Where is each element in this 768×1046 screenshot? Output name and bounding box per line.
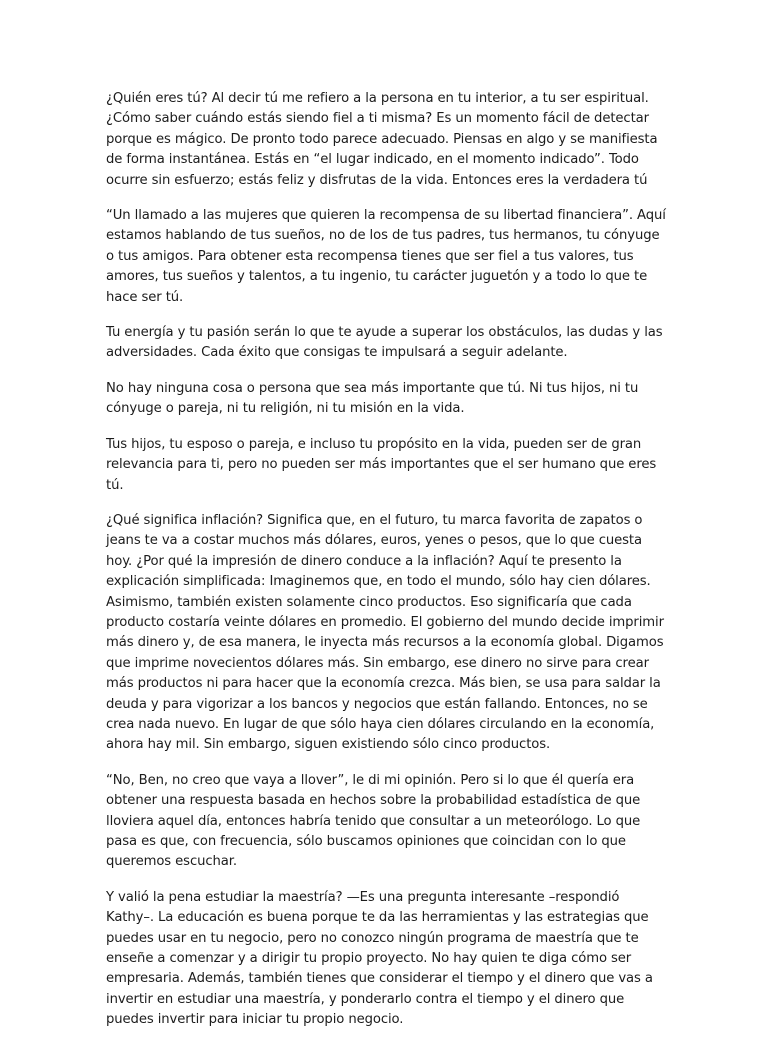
paragraph-2: “Un llamado a las mujeres que quieren la recompensa de su libertad financiera”. Aquí estamos hablando de tus sueños, no de los de tus padres, tus hermanos, tu cónyuge o tus amigos. Para obtener esta recompensa tienes que ser fiel a tus valores, tus amores, tus sueños y talentos, a tu ingenio, tu carácter juguetón y a todo lo que te hace ser tú.: [106, 208, 666, 305]
paragraph-6: ¿Qué significa inflación? Significa que, en el futuro, tu marca favorita de zapatos o jeans te va a costar muchos más dólares, euros, yenes o pesos, que lo que cuesta hoy. ¿Por qué la impresión de dinero conduce a la inflación? Aquí te presento la explicación simplificada: Imaginemos que, en todo el mundo, sólo hay cien dólares. Asimismo, también existen solamente cinco productos. Eso significaría que cada producto costaría veinte dólares en promedio. El gobierno del mundo decide imprimir más dinero y, de esa manera, le inyecta más recursos a la economía global. Digamos que imprime novecientos dólares más. Sin embargo, ese dinero no sirve para crear más productos ni para hacer que la economía crezca. Más bien, se usa para saldar la deuda y para vigorizar a los bancos y negocios que están fallando. Entonces, no se crea nada nuevo. En lugar de que sólo haya cien dólares circulando en la economía, ahora hay mil. Sin embargo, siguen existiendo sólo cinco productos.: [106, 512, 664, 753]
paragraph-5: Tus hijos, tu esposo o pareja, e incluso tu propósito en la vida, pueden ser de gran relevancia para ti, pero no pueden ser más importantes que el ser humano que eres tú.: [106, 436, 657, 493]
paragraph-3: Tu energía y tu pasión serán lo que te ayude a superar los obstáculos, las dudas y las adversidades. Cada éxito que consigas te impulsará a seguir adelante.: [106, 325, 663, 361]
paragraph-4: No hay ninguna cosa o persona que sea más importante que tú. Ni tus hijos, ni tu cónyuge o pareja, ni tu religión, ni tu misión en la vida.: [106, 380, 639, 417]
paragraph-7: “No, Ben, no creo que vaya a llover”, le di mi opinión. Pero si lo que él quería era obtener una respuesta basada en hechos sobre la probabilidad estadística de que lloviera aquel día, entonces habría tenido que consultar a un meteorólogo. Lo que pasa es que, con frecuencia, sólo buscamos opiniones que coincidan con lo que queremos escuchar.: [106, 772, 641, 870]
paragraph-8: Y valió la pena estudiar la maestría? —Es una pregunta interesante –respondió Kathy–. La educación es buena porque te da las herramientas y las estrategias que puedes usar en tu negocio, pero no conozco ningún programa de maestría que te enseñe a comenzar y a dirigir tu propio proyecto. No hay quien te diga cómo ser empresaria. Además, también tienes que considerar el tiempo y el dinero que vas a invertir en estudiar una maestría, y ponderarlo contra el tiempo y el dinero que puedes invertir para iniciar tu propio negocio.: [106, 889, 653, 1028]
document-text-body: [106, 89, 666, 1046]
paragraph-1: ¿Quién eres tú? Al decir tú me refiero a la persona en tu interior, a tu ser espiritual. ¿Cómo saber cuándo estás siendo fiel a ti misma? Es un momento fácil de detectar porque es mágico. De pronto todo parece adecuado. Piensas en algo y se manifiesta de forma instantánea. Estás en “el lugar indicado, en el momento indicado”. Todo ocurre sin esfuerzo; estás feliz y disfrutas de la vida. Entonces eres la verdadera tú: [106, 91, 658, 188]
